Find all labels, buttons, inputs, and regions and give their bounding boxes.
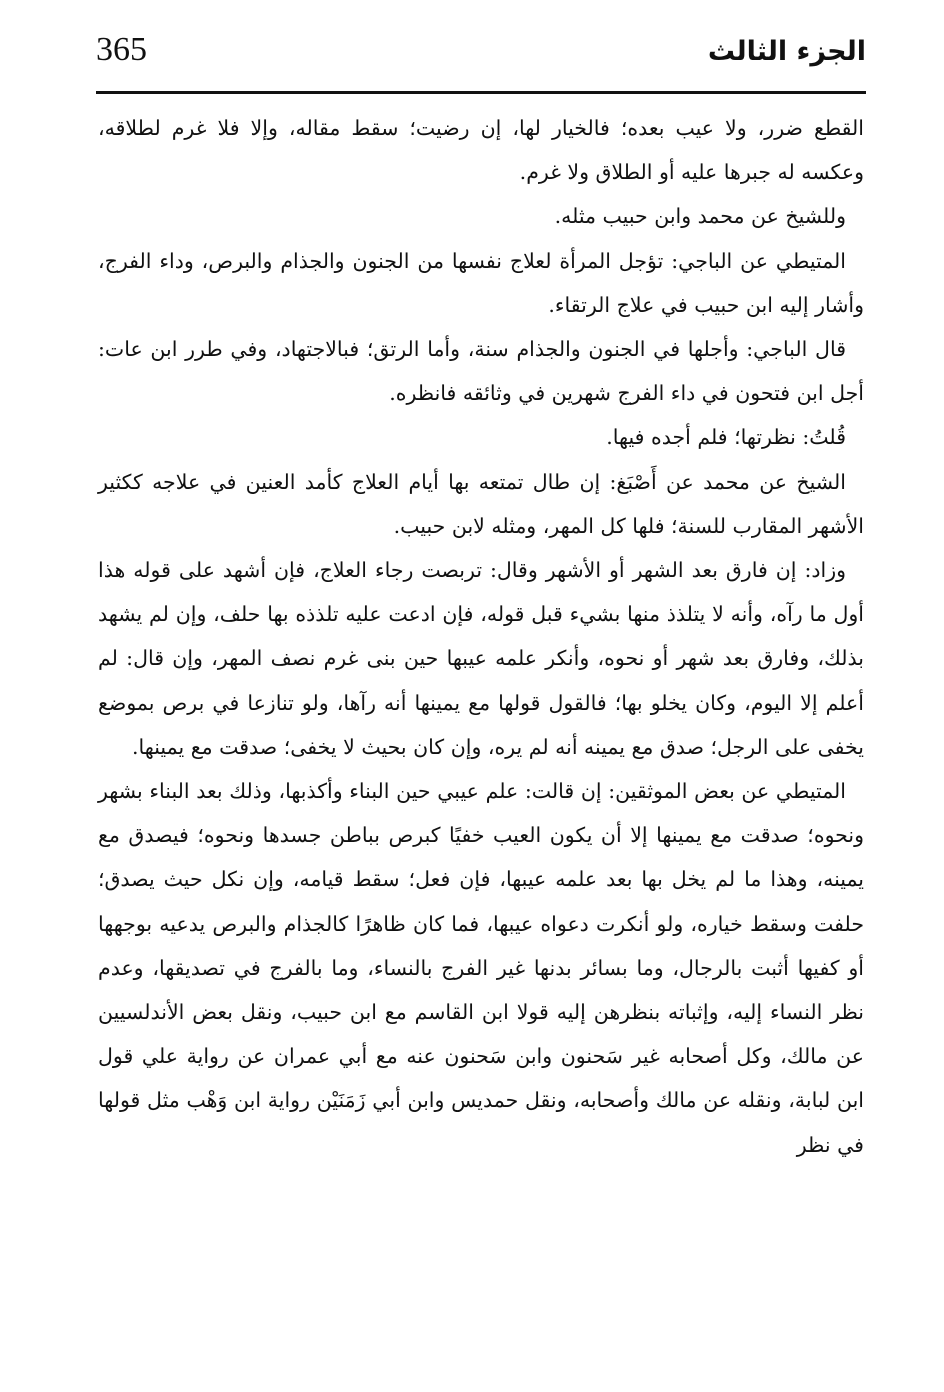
page-number: 365 (96, 31, 147, 68)
paragraph-6: الشيخ عن محمد عن أَصْبَغ: إن طال تمتعه بها أيام العلاج كأمد العنين في علاجه ككثير الأشهر المقارب للسنة؛ فلها كل المهر، ومثله لابن حبيب. (98, 469, 864, 538)
header-rule (96, 91, 866, 94)
paragraph-8: المتيطي عن بعض الموثقين: إن قالت: علم عيبي حين البناء وأكذبها، وذلك بعد البناء بشهر ونحوه؛ صدقت مع يمينها إلا أن يكون العيب خفيًا كبرص بباطن جسدها ونحوه؛ فيصدق مع يمينه، وهذا ما لم يخل بها بعد علمه عيبها، فإن فعل؛ سقط قيامه، وإن نكل حيث يصدق؛ حلفت وسقط خياره، ولو أنكرت دعواه عيبها، فما كان ظاهرًا كالجذام والبرص يدعيه بوجهها أو كفيها أثبت بالرجال، وما بسائر بدنها غير الفرج بالنساء، وما بالفرج في تصديقها، وعدم نظر النساء إليه، وإثباته بنظرهن إليه قولا ابن القاسم مع ابن حبيب، ونقل بعض الأندلسيين عن مالك، وكل أصحابه غير سَحنون وابن سَحنون عنه مع أبي عمران عن رواية علي قول ابن لبابة، ونقله عن مالك وأصحابه، ونقل حمديس وابن أبي زَمَنَيْن رواية ابن وَهْب مثل قولها في نظر (98, 779, 864, 1157)
paragraph-7: وزاد: إن فارق بعد الشهر أو الأشهر وقال: تربصت رجاء العلاج، فإن أشهد على قوله هذا أول ما رآه، وأنه لا يتلذذ منها بشيء قبل قوله، فإن ادعت عليه تلذذه بها حلف، وإن لم يشهد بذلك، وفارق بعد شهر أو نحوه، وأنكر علمه عيبها حين بنى غرم نصف المهر، وإن قال: لم أعلم إلا اليوم، وكان يخلو بها؛ فالقول قولها مع يمينها أنه رآها، ولو تنازعا في برص بموضع يخفى على الرجل؛ صدق مع يمينه أنه لم يره، وإن كان بحيث لا يخفى؛ صدقت مع يمينها. (98, 558, 864, 759)
paragraph-5: قُلتُ: نظرتها؛ فلم أجده فيها. (606, 425, 846, 450)
running-title: الجزء الثالث (707, 36, 866, 67)
page-body (98, 106, 864, 1167)
paragraph-4: قال الباجي: وأجلها في الجنون والجذام سنة، وأما الرتق؛ فبالاجتهاد، وفي طرر ابن عات: أجل ابن فتحون في داء الفرج شهرين في وثائقه فانظره. (98, 337, 864, 406)
page-header (96, 28, 866, 84)
paragraph-2: وللشيخ عن محمد وابن حبيب مثله. (554, 204, 846, 229)
paragraph-1: القطع ضرر، ولا عيب بعده؛ فالخيار لها، إن رضيت؛ سقط مقاله، وإلا فلا غرم لطلاقه، وعكسه له جبرها عليه أو الطلاق ولا غرم. (98, 116, 864, 185)
paragraph-3: المتيطي عن الباجي: تؤجل المرأة لعلاج نفسها من الجنون والجذام والبرص، وداء الفرج، وأشار إليه ابن حبيب في علاج الرتقاء. (98, 248, 864, 317)
